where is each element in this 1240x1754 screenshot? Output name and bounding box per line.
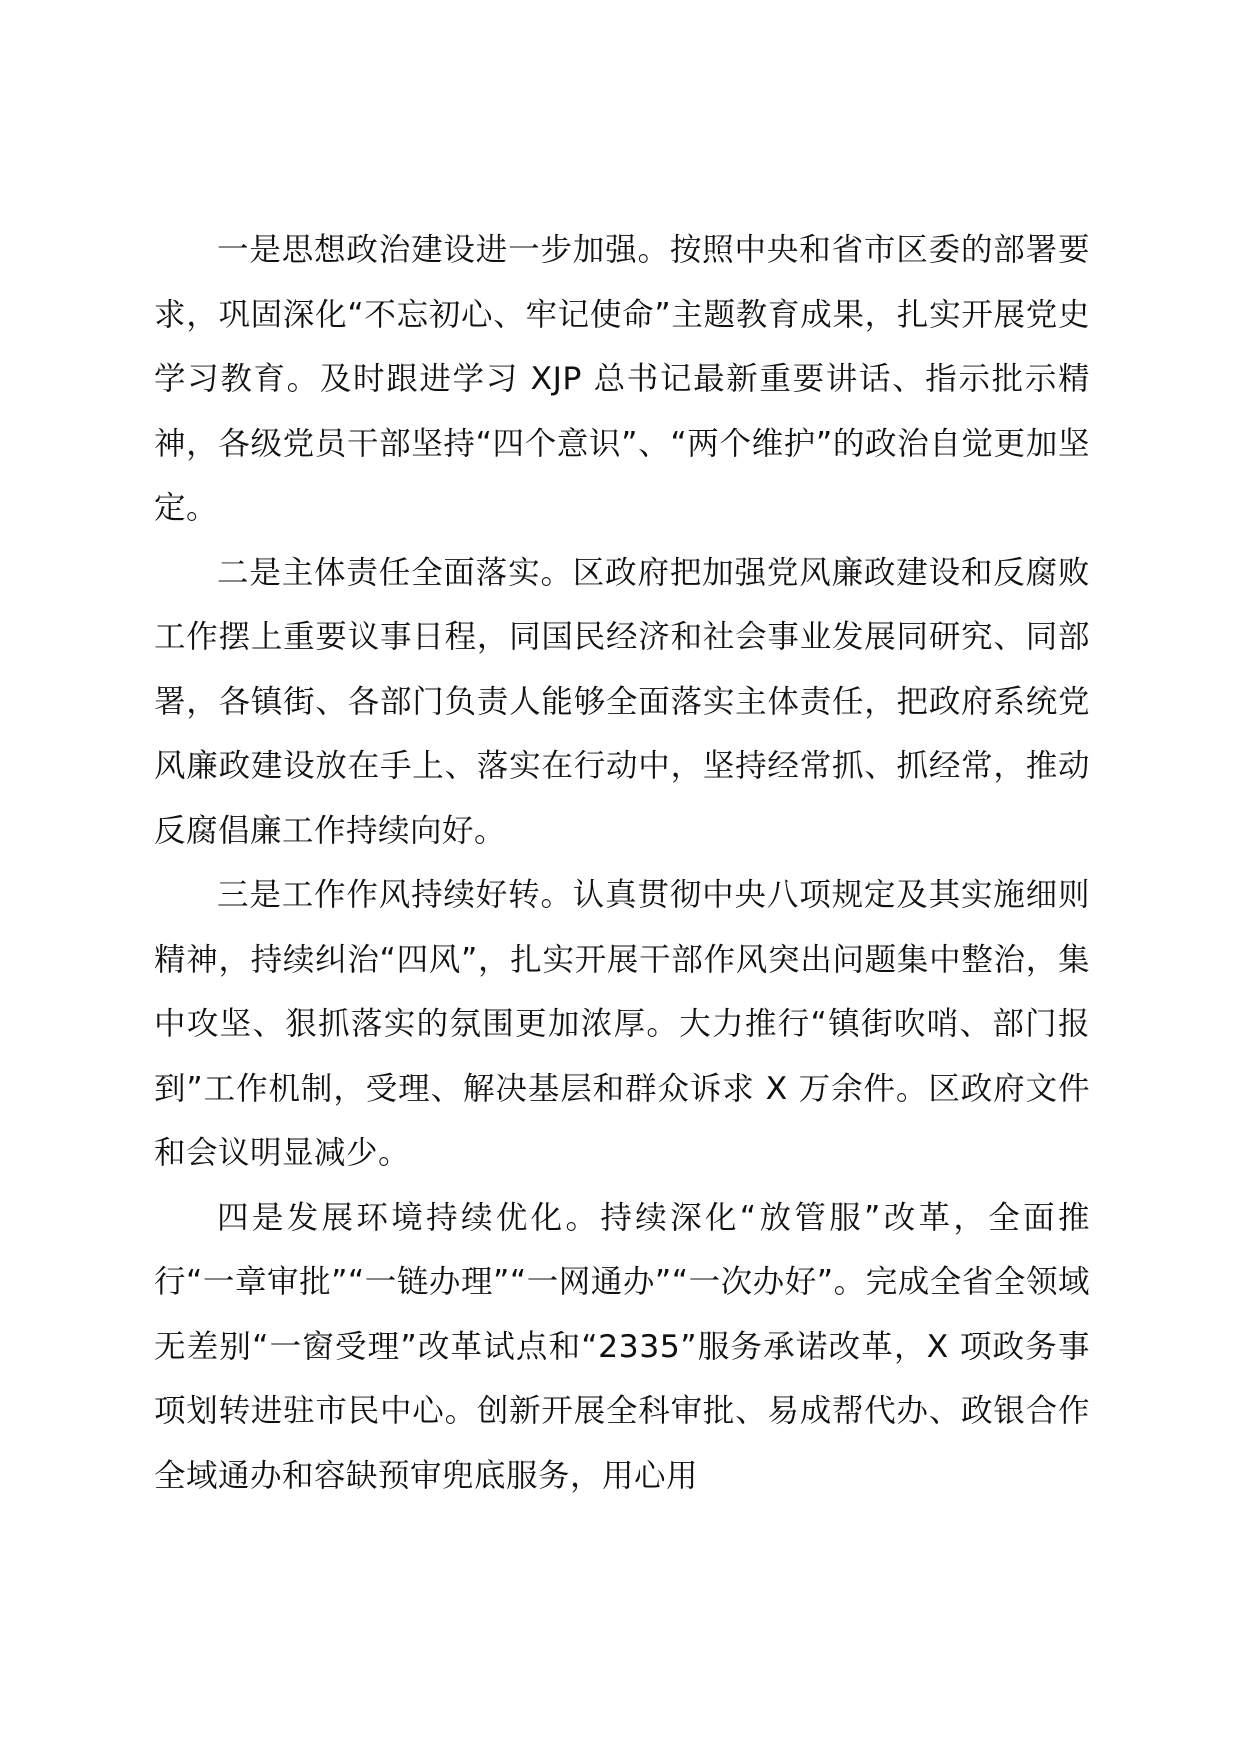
paragraph-ideological-political: 一是思想政治建设进一步加强。按照中央和省市区委的部署要求，巩固深化“不忘初心、牢记使命”主题教育成果，扎实开展党史学习教育。及时跟进学习 XJP 总书记最新重要讲话、指示批示精神，各级党员干部坚持“四个意识”、“两个维护”的政治自觉更加坚定。	[154, 232, 1090, 526]
paragraph-work-style: 三是工作作风持续好转。认真贯彻中央八项规定及其实施细则精神，持续纠治“四风”，扎实开展干部作风突出问题集中整治，集中攻坚、狠抓落实的氛围更加浓厚。大力推行“镇街吹哨、部门报到”工作机制，受理、解决基层和群众诉求 X 万余件。区政府文件和会议明显减少。	[154, 877, 1090, 1171]
paragraph-main-responsibility: 二是主体责任全面落实。区政府把加强党风廉政建设和反腐败工作摆上重要议事日程，同国民经济和社会事业发展同研究、同部署，各镇街、各部门负责人能够全面落实主体责任，把政府系统党风廉政建设放在手上、落实在行动中，坚持经常抓、抓经常，推动反腐倡廉工作持续向好。	[154, 554, 1090, 849]
paragraph-development-environment: 四是发展环境持续优化。持续深化“放管服”改革，全面推行“一章审批”“一链办理”“一网通办”“一次办好”。完成全省全领域无差别“一窗受理”改革试点和“2335”服务承诺改革，X 项政务事项划转进驻市民中心。创新开展全科审批、易成帮代办、政银合作全域通办和容缺预审兜底服务，用心用	[154, 1199, 1090, 1494]
document-page	[154, 218, 1090, 1508]
